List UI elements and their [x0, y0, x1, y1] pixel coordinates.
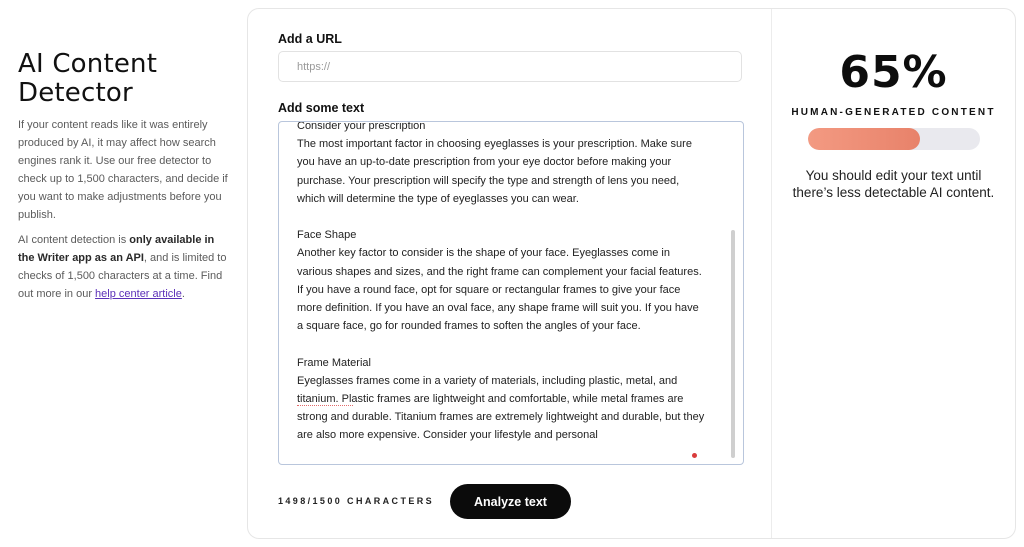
- result-message: You should edit your text until there’s less detectable AI content.: [792, 168, 995, 200]
- api-info-end: .: [181, 288, 185, 300]
- page-title: AI Content Detector: [18, 49, 158, 108]
- analyze-text-button[interactable]: Analyze text: [450, 484, 571, 519]
- text-label: Add some text: [278, 101, 365, 115]
- help-center-link[interactable]: help center article: [95, 288, 182, 300]
- api-info-bold: only available in the Writer app as an API: [18, 234, 215, 264]
- intro-paragraph: If your content reads like it was entirely produced by AI, it may affect how search engines rank it. Use our free detector to check up to 1,500 characters, and decide if you want to make adjustments before you publish.: [18, 119, 228, 221]
- score-label: HUMAN-GENERATED CONTENT: [791, 107, 996, 118]
- score-progress-fill: [808, 128, 920, 150]
- url-input[interactable]: [278, 51, 742, 82]
- score-value: 65%: [839, 47, 948, 98]
- grammar-indicator: [692, 453, 697, 458]
- spellcheck-underline: [297, 403, 353, 406]
- intro-panel: [18, 50, 230, 303]
- text-input[interactable]: [278, 121, 744, 465]
- text-input-content: Consider your prescription The most important factor in choosing eyeglasses is your prescription. Make sure you have an up-to-date prescription from your eye doctor before making your purchase. Your prescription will specify the type and strength of lens you need, which will determine the type of eyeglasses you can wear. Face Shape Another key factor to consider is the shape of your face. Eyeglasses come in various shapes and sizes, and the right frame can complement your facial features. If you have a round face, opt for square or rectangular frames to give your face more definition. If you have an oval face, any shape frame will suit you. If you have a square face, go for rounded frames to soften the angles of your face. Frame Material Eyeglasses frames come in a variety of materials, including plastic, metal, and titanium. Plastic frames are lightweight and comfortable, while metal frames are strong and durable. Titanium frames are extremely lightweight and durable, but they are also more expensive. Consider your lifestyle and personal: [297, 121, 705, 442]
- textarea-scrollbar[interactable]: [731, 230, 735, 458]
- character-counter: 1498/1500 CHARACTERS: [278, 496, 435, 506]
- api-info-paragraph: [18, 231, 230, 303]
- api-info-text: AI content detection is: [18, 234, 130, 246]
- api-info-text-2: , and is limited to checks of 1,500 characters at a time. Find out more in our: [18, 252, 227, 300]
- detector-card: [247, 8, 1016, 539]
- url-label: Add a URL: [278, 32, 342, 46]
- score-progress-bar: [808, 128, 980, 150]
